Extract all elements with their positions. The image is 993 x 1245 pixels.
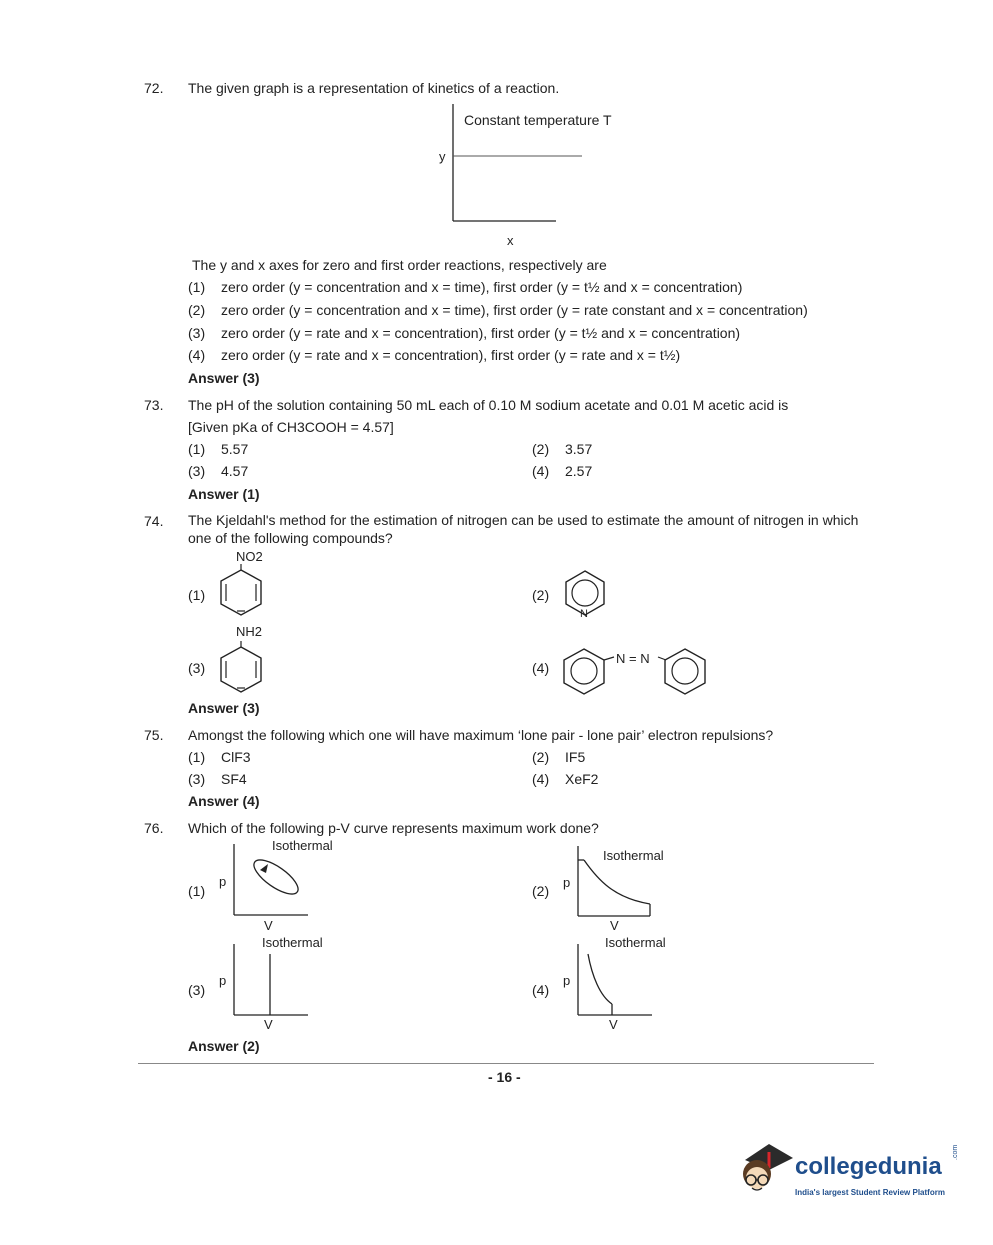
q76-opt3-ylabel: p xyxy=(219,973,227,988)
q75-option-4-num: (4) xyxy=(532,771,550,787)
q75-option-1: ClF3 xyxy=(221,749,251,765)
q73-option-1-num: (1) xyxy=(188,441,206,457)
q73-option-3-num: (3) xyxy=(188,463,206,479)
brand-logo-icon xyxy=(735,1138,795,1202)
q74-label-no2: NO2 xyxy=(236,549,263,564)
q76-opt4-graph xyxy=(574,940,664,1020)
q72-option-1-num: (1) xyxy=(188,279,206,295)
q72-option-2-num: (2) xyxy=(188,302,206,318)
q74-question-line2: one of the following compounds? xyxy=(188,530,393,546)
q73-option-3: 4.57 xyxy=(221,463,249,479)
q75-option-3: SF4 xyxy=(221,771,247,787)
q72-option-4-num: (4) xyxy=(188,347,206,363)
q72-option-3-num: (3) xyxy=(188,325,206,341)
q75-option-2: IF5 xyxy=(565,749,586,765)
q72-question: The given graph is a representation of kinetics of a reaction. xyxy=(188,80,560,96)
q73-given: [Given pKa of CH3COOH = 4.57] xyxy=(188,419,394,435)
q76-option-1-num: (1) xyxy=(188,883,206,899)
q75-option-2-num: (2) xyxy=(532,749,550,765)
q73-option-2: 3.57 xyxy=(565,441,593,457)
q74-option-1-num: (1) xyxy=(188,587,206,603)
q76-opt1-loop xyxy=(249,854,303,900)
q74-answer: Answer (3) xyxy=(188,700,260,716)
q76-opt4-title: Isothermal xyxy=(605,935,666,950)
q76-opt1-ylabel: p xyxy=(219,874,227,889)
q76-opt1-xlabel: V xyxy=(264,918,273,933)
q76-opt3-title: Isothermal xyxy=(262,935,323,950)
q72-option-2: zero order (y = concentration and x = time), first order (y = rate constant and x = concentration) xyxy=(221,302,808,318)
q76-option-4-num: (4) xyxy=(532,982,550,998)
q76-opt3-graph xyxy=(230,940,320,1020)
q72-number: 72. xyxy=(144,80,164,96)
q74-nitrobenzene xyxy=(215,566,275,622)
q75-option-1-num: (1) xyxy=(188,749,206,765)
q72-subtext: The y and x axes for zero and first order reactions, respectively are xyxy=(192,257,607,273)
q76-opt3-xlabel: V xyxy=(264,1017,273,1032)
q74-option-4-num: (4) xyxy=(532,660,550,676)
q74-label-nh2: NH2 xyxy=(236,624,263,639)
q76-opt1-arrow xyxy=(260,864,268,873)
q76-number: 76. xyxy=(144,820,164,836)
q75-option-3-num: (3) xyxy=(188,771,206,787)
q72-graph-ylabel: y xyxy=(439,149,446,164)
q73-option-2-num: (2) xyxy=(532,441,550,457)
q74-aniline xyxy=(215,643,275,699)
q75-number: 75. xyxy=(144,727,164,743)
q76-opt2-xlabel: V xyxy=(610,918,619,933)
brand-tagline: India's largest Student Review Platform xyxy=(795,1188,945,1197)
q76-opt2-curve xyxy=(584,860,650,904)
page-number: - 16 - xyxy=(488,1069,521,1085)
q73-option-1: 5.57 xyxy=(221,441,249,457)
q73-option-4-num: (4) xyxy=(532,463,550,479)
q75-answer: Answer (4) xyxy=(188,793,260,809)
q72-graph-title: Constant temperature T xyxy=(464,112,612,128)
q76-opt4-ylabel: p xyxy=(563,973,571,988)
q75-question: Amongst the following which one will have maximum ‘lone pair - lone pair’ electron repulsions? xyxy=(188,727,774,743)
q76-opt2-title: Isothermal xyxy=(603,848,664,863)
q76-opt4-xlabel: V xyxy=(609,1017,618,1032)
q76-opt1-title: Isothermal xyxy=(272,838,333,853)
brand-suffix: .com xyxy=(952,1144,959,1160)
q73-question: The pH of the solution containing 50 mL each of 0.10 M sodium acetate and 0.01 M acetic acid is xyxy=(188,397,789,413)
q74-label-azo: N = N xyxy=(616,651,650,666)
q76-answer: Answer (2) xyxy=(188,1038,260,1054)
q76-opt2-graph xyxy=(574,842,664,922)
q72-option-4: zero order (y = rate and x = concentration), first order (y = rate and x = t½) xyxy=(221,347,681,363)
footer-divider xyxy=(138,1063,874,1064)
q72-option-3: zero order (y = rate and x = concentration), first order (y = t½ and x = concentration) xyxy=(221,325,741,341)
q73-option-4: 2.57 xyxy=(565,463,593,479)
q72-answer: Answer (3) xyxy=(188,370,260,386)
q74-question-line1: The Kjeldahl's method for the estimation of nitrogen can be used to estimate the amount of nitrogen in which xyxy=(188,512,859,528)
q76-question: Which of the following p-V curve represents maximum work done? xyxy=(188,820,599,836)
q73-answer: Answer (1) xyxy=(188,486,260,502)
q72-graph-xlabel: x xyxy=(507,233,514,248)
q74-option-3-num: (3) xyxy=(188,660,206,676)
brand-name: collegedunia xyxy=(795,1153,942,1180)
q74-option-2-num: (2) xyxy=(532,587,550,603)
q74-number: 74. xyxy=(144,513,164,529)
q72-option-1: zero order (y = concentration and x = time), first order (y = t½ and x = concentration) xyxy=(221,279,743,295)
q73-number: 73. xyxy=(144,397,164,413)
q75-option-4: XeF2 xyxy=(565,771,599,787)
q76-opt1-graph xyxy=(230,840,320,920)
q76-option-2-num: (2) xyxy=(532,883,550,899)
q74-label-n: N xyxy=(580,608,588,620)
q76-option-3-num: (3) xyxy=(188,982,206,998)
q76-opt2-ylabel: p xyxy=(563,875,571,890)
q76-opt4-curve xyxy=(588,954,612,1004)
